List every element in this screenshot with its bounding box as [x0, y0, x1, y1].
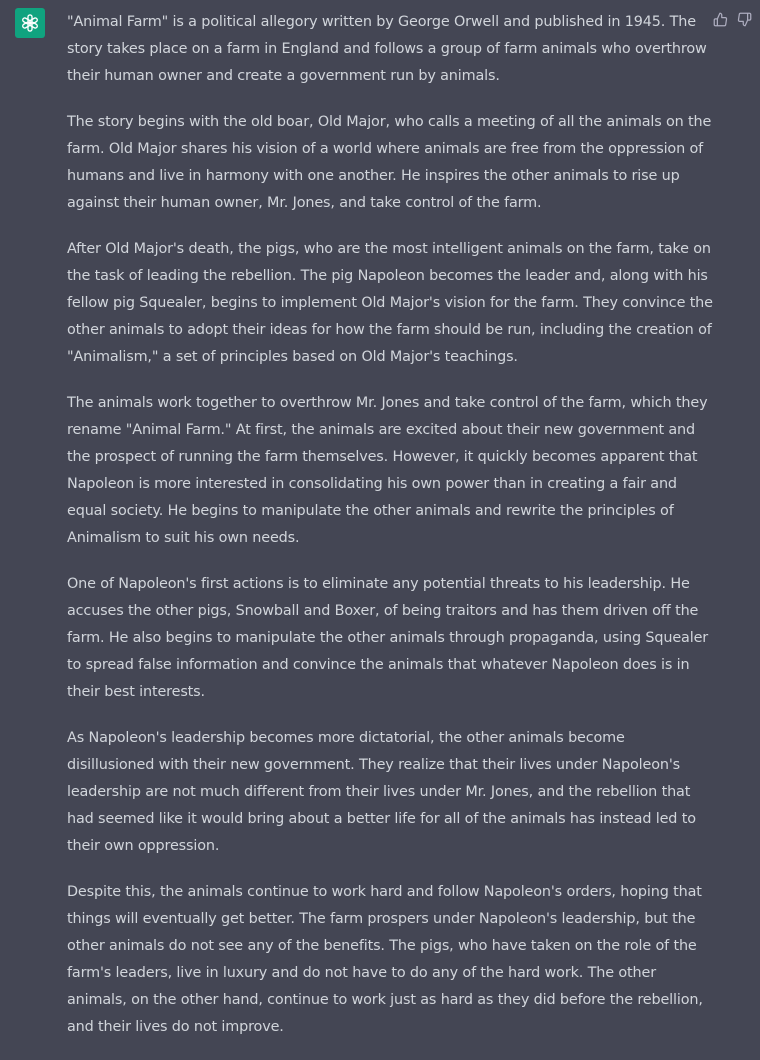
message-paragraph: As Napoleon's leadership becomes more dictatorial, the other animals become disillusioned with their new government. They realize that their lives under Napoleon's leadership are not much different from their lives under Mr. Jones, and the rebellion that had seemed like it would bring about a better life for all of the animals has instead led to their own oppression.	[67, 730, 696, 854]
message-paragraph: The story begins with the old boar, Old Major, who calls a meeting of all the animals on the farm. Old Major shares his vision of a world where animals are free from the oppression of humans and live in harmony with one another. He inspires the other animals to rise up against their human owner, Mr. Jones, and take control of the farm.	[67, 114, 712, 211]
message-paragraph: "Animal Farm" is a political allegory written by George Orwell and published in 1945. The story takes place on a farm in England and follows a group of farm animals who overthrow their human owner and create a government run by animals.	[67, 14, 707, 84]
message-paragraph: Despite this, the animals continue to work hard and follow Napoleon's orders, hoping that things will eventually get better. The farm prospers under Napoleon's leadership, but the other animals do not see any of the benefits. The pigs, who have taken on the role of the farm's leaders, live in luxury and do not have to do any of the hard work. The other animals, on the other hand, continue to work just as hard as they did before the rebellion, and their lives do not improve.	[67, 884, 703, 1035]
message-paragraph: One of Napoleon's first actions is to eliminate any potential threats to his leadership. He accuses the other pigs, Snowball and Boxer, of being traitors and has them driven off the farm. He also begins to manipulate the other animals through propaganda, using Squealer to spread false information and convince the animals that whatever Napoleon does is in their best interests.	[67, 576, 709, 700]
assistant-avatar	[15, 8, 45, 38]
thumbs-up-button[interactable]	[712, 11, 728, 27]
thumbs-down-button[interactable]	[736, 11, 752, 27]
openai-logo-icon	[19, 12, 41, 34]
message-paragraph: After Old Major's death, the pigs, who are the most intelligent animals on the farm, take on the task of leading the rebellion. The pig Napoleon becomes the leader and, along with his fellow pig Squealer, begins to implement Old Major's vision for the farm. They convince the other animals to adopt their ideas for how the farm should be run, including the creation of "Animalism," a set of principles based on Old Major's teachings.	[67, 241, 713, 365]
message-content	[67, 9, 715, 1060]
thumbs-down-icon	[737, 12, 752, 27]
thumbs-up-icon	[713, 12, 728, 27]
feedback-actions	[712, 11, 752, 27]
message-paragraph: The animals work together to overthrow Mr. Jones and take control of the farm, which they rename "Animal Farm." At first, the animals are excited about their new government and the prospect of running the farm themselves. However, it quickly becomes apparent that Napoleon is more interested in consolidating his own power than in creating a fair and equal society. He begins to manipulate the other animals and rewrite the principles of Animalism to suit his own needs.	[67, 395, 708, 546]
